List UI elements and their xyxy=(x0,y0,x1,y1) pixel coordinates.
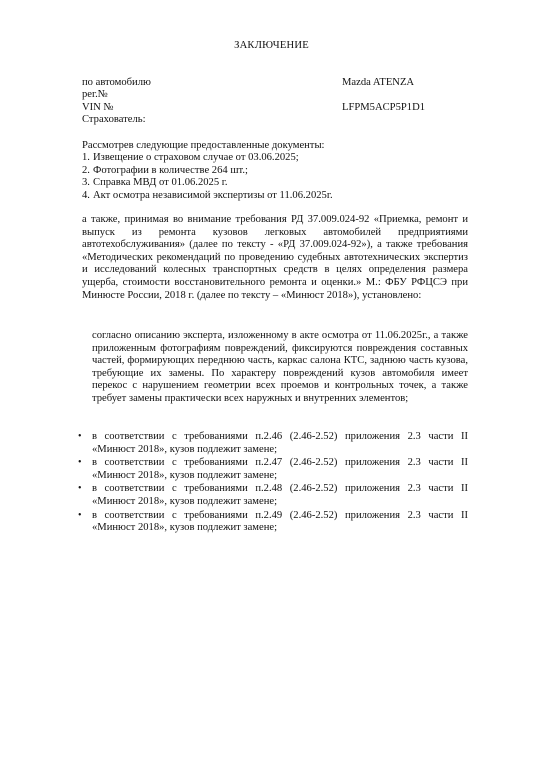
vin-value: LFPM5ACP5P1D1 xyxy=(342,102,426,113)
list-text: в соответствии с требованиями п.2.49 (2.46-2.52) приложения 2.3 части II «Минюст 2018», кузов подлежит замене; xyxy=(92,509,468,534)
list-text: в соответствии с требованиями п.2.47 (2.46-2.52) приложения 2.3 части II «Минюст 2018», кузов подлежит замене; xyxy=(92,457,468,481)
list-item xyxy=(82,190,333,203)
list-number: 1. xyxy=(82,152,90,163)
list-text: Акт осмотра независимой экспертизы от 11.06.2025г. xyxy=(93,189,333,201)
list-item xyxy=(78,431,468,456)
list-item xyxy=(82,165,333,178)
list-item xyxy=(82,152,333,165)
documents-list xyxy=(82,152,333,202)
list-text: Извещение о страховом случае от 03.06.2025; xyxy=(93,152,299,163)
conclusions-list xyxy=(78,431,468,536)
list-item xyxy=(78,483,468,508)
documents-intro: Рассмотрев следующие предоставленные документы: xyxy=(82,140,325,151)
list-text: Справка МВД от 01.06.2025 г. xyxy=(93,177,228,189)
bullet-icon: • xyxy=(78,457,82,469)
vin-label: VIN № xyxy=(82,102,114,113)
document-title: ЗАКЛЮЧЕНИЕ xyxy=(234,40,309,51)
bullet-icon: • xyxy=(78,483,82,495)
requirements-paragraph: а также, принимая во внимание требования РД 37.009.024-92 «Приемка, ремонт и выпуск из ремонта кузовов легковых автомобилей предприятиями автотехобслуживания» (далее по тексту - «РД 37.009.024-92»), а также требования «Методических рекомендаций по проведению судебных автотехнических экспертиз и исследований колесных транспортных средств в целях определения размера ущерба, стоимости восстановительного ремонта и оценки.» М.: ФБУ РФЦСЭ при Минюсте России, 2018 г. (далее по тексту – «Минюст 2018»), установлено: xyxy=(82,214,468,301)
vehicle-label: по автомобилю xyxy=(82,77,151,88)
list-item xyxy=(78,510,468,535)
list-number: 2. xyxy=(82,164,90,176)
insured-label: Страхователь: xyxy=(82,114,146,125)
bullet-icon: • xyxy=(78,431,82,442)
list-text: в соответствии с требованиями п.2.48 (2.46-2.52) приложения 2.3 части II «Минюст 2018», кузов подлежит замене; xyxy=(92,483,468,507)
reg-number-label: рег.№ xyxy=(82,89,108,100)
findings-paragraph: согласно описанию эксперта, изложенному в акте осмотра от 11.06.2025г., а также приложенным фотографиям повреждений, фиксируются повреждения составных частей, формирующих переднюю часть, каркас салона КТС, заднюю часть кузова, требующие их замены. По характеру повреждений кузов автомобиля имеет перекос с нарушением геометрии всех проемов и контрольных точек, а также требует замены практически всех наружных и внутренних элементов; xyxy=(92,330,468,404)
list-text: в соответствии с требованиями п.2.46 (2.46-2.52) приложения 2.3 части II «Минюст 2018», кузов подлежит замене; xyxy=(92,431,468,455)
list-number: 4. xyxy=(82,189,90,201)
list-number: 3. xyxy=(82,177,90,189)
list-text: Фотографии в количестве 264 шт.; xyxy=(93,164,248,176)
vehicle-value: Mazda ATENZA xyxy=(342,77,415,88)
list-item xyxy=(78,457,468,482)
bullet-icon: • xyxy=(78,509,82,521)
list-item xyxy=(82,177,333,190)
